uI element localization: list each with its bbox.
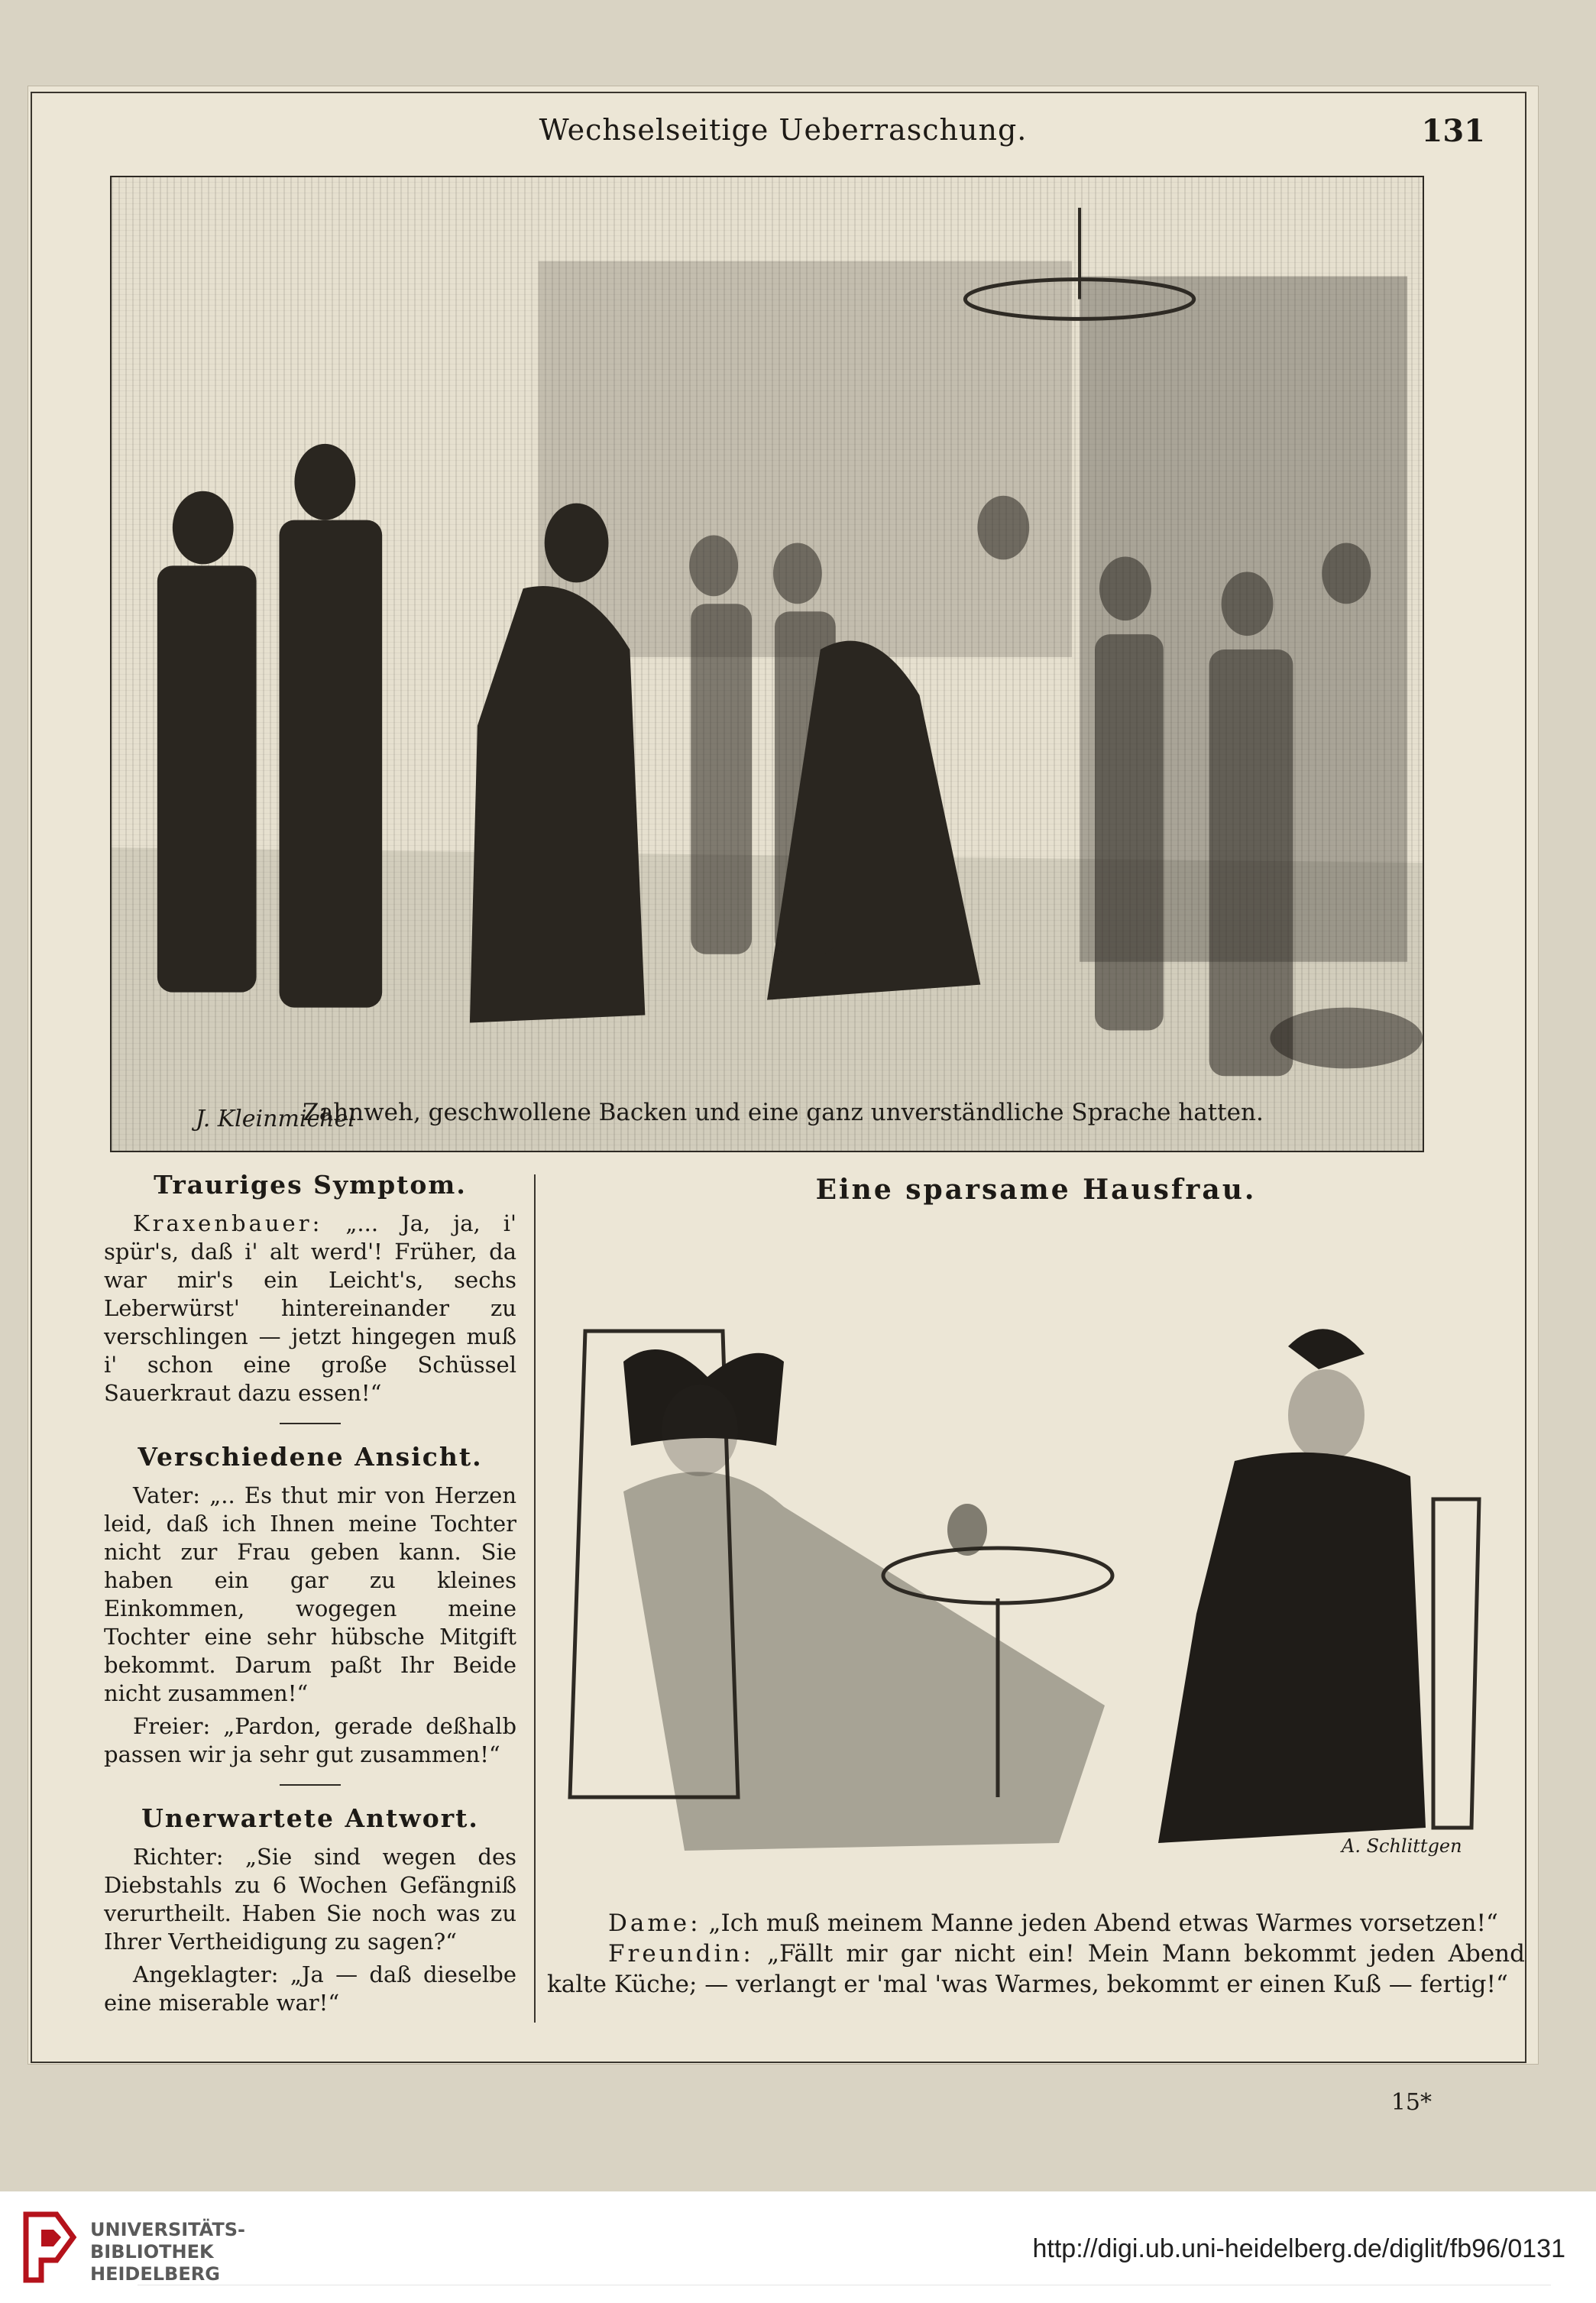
speaker-label: Kraxenbauer: — [133, 1210, 323, 1236]
seated-lady-dress — [1158, 1453, 1426, 1843]
paragraph-text: „... Ja, ja, i' spür's, daß i' alt werd'! Früher, da war mir's ein Leicht's, sechs Leberwürst' hintereinander zu verschlingen — jetzt hingegen muß i' schon eine große Schüssel Sauerkraut dazu essen!“ — [104, 1210, 517, 1406]
speaker-label: Vater: — [133, 1482, 201, 1508]
paragraph-text: „Pardon, gerade deßhalb passen wir ja sehr gut zusammen!“ — [104, 1713, 517, 1767]
dialog-line-1 — [547, 1908, 1525, 1939]
speaker-label: Freundin: — [608, 1940, 754, 1968]
paragraph-text: „Sie sind wegen des Diebstahls zu 6 Wochen Gefängniß verurtheilt. Haben Sie noch was zu Ihrer Vertheidigung zu sagen?“ — [104, 1844, 516, 1955]
article-title-1: Trauriges Symptom. — [154, 1170, 467, 1200]
top-illustration-signature: J. Kleinmichel — [196, 1106, 355, 1132]
right-section-title: Eine sparsame Hausfrau. — [815, 1174, 1257, 1206]
reclining-woman-dress — [623, 1472, 1105, 1851]
dialog-text: „Ich muß meinem Manne jeden Abend etwas Warmes vorsetzen!“ — [708, 1909, 1498, 1937]
library-name — [90, 2219, 245, 2285]
section-rule — [280, 1784, 341, 1786]
dialog-text: „Fällt mir gar nicht ein! Mein Mann bekommt jeden Abend kalte Küche; — verlangt er 'mal 'was Warmes, bekommt er einen Kuß — fertig!“ — [547, 1940, 1525, 1998]
library-name-line-2: BIBLIOTHEK — [90, 2241, 214, 2263]
article-title-2: Verschiedene Ansicht. — [138, 1442, 483, 1472]
bottom-illustration-drawing — [555, 1216, 1517, 1896]
reclining-woman-head — [662, 1385, 738, 1476]
bottom-illustration — [555, 1216, 1517, 1896]
seated-lady-head — [1288, 1369, 1365, 1461]
speaker-label: Richter: — [133, 1844, 224, 1870]
speaker-label: Dame: — [608, 1909, 701, 1937]
stool-shape — [1270, 1008, 1423, 1069]
scanned-page — [28, 86, 1539, 2116]
right-chair-shape — [1433, 1499, 1479, 1828]
top-illustration — [110, 176, 1424, 1152]
section-rule — [280, 1423, 341, 1424]
top-illustration-drawing — [112, 177, 1423, 1151]
article-1-paragraph-1 — [104, 1210, 516, 1407]
article-2-paragraph-1 — [104, 1482, 516, 1708]
university-logo-icon[interactable] — [18, 2207, 81, 2288]
article-title-3: Unerwartete Antwort. — [141, 1803, 479, 1833]
article-3-paragraph-2 — [104, 1961, 516, 2017]
library-name-line-1: UNIVERSITÄTS- — [90, 2219, 246, 2240]
bottom-illustration-signature: A. Schlittgen — [1342, 1835, 1462, 1857]
hat-shape — [1288, 1329, 1365, 1369]
left-column — [104, 1171, 516, 2022]
speaker-label: Angeklagter: — [133, 1961, 279, 1987]
signature-mark: 15* — [1390, 2089, 1432, 2116]
article-3-paragraph-1 — [104, 1843, 516, 1956]
top-illustration-caption: Zahnweh, geschwollene Backen und eine ganz unverständliche Sprache hatten. — [303, 1099, 1264, 1126]
dialog-line-2 — [547, 1939, 1525, 2000]
column-divider — [534, 1174, 536, 2023]
library-footer-bar — [0, 2191, 1596, 2303]
right-section-dialog — [547, 1908, 1525, 2000]
paragraph-text: „Ja — daß dieselbe eine miserable war!“ — [104, 1961, 516, 2016]
paragraph-text: „.. Es thut mir von Herzen leid, daß ich Ihnen meine Tochter nicht zur Frau geben kann. Sie haben ein gar zu kleines Einkommen, wogegen meine Tochter eine sehr hübsche Mitgift bekommt. Darum paßt Ihr Beide nicht zusammen!“ — [104, 1482, 516, 1706]
table-top — [883, 1548, 1112, 1603]
running-title: Wechselseitige Ueberraschung. — [539, 113, 1028, 147]
page-number: 131 — [1421, 113, 1485, 149]
speaker-label: Freier: — [133, 1713, 211, 1739]
article-2-paragraph-2 — [104, 1712, 516, 1769]
library-name-line-3: HEIDELBERG — [90, 2263, 220, 2285]
permalink-url[interactable]: http://digi.ub.uni-heidelberg.de/diglit/fb96/0131 — [1032, 2234, 1565, 2263]
vase-shape — [947, 1504, 987, 1556]
